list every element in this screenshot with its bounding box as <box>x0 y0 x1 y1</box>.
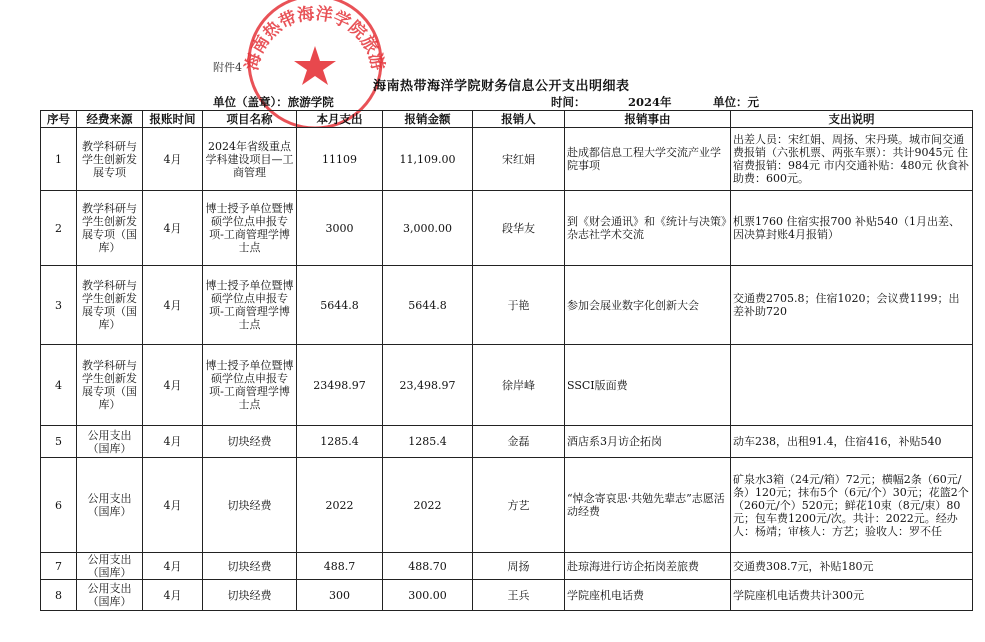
funding-source: 教学科研与学生创新发展专项 <box>77 128 143 191</box>
page-title: 海南热带海洋学院财务信息公开支出明细表 <box>373 79 630 94</box>
expense-note <box>731 345 973 426</box>
monthly-spend: 1285.4 <box>297 426 383 458</box>
funding-source: 教学科研与学生创新发展专项（国库） <box>77 266 143 345</box>
expense-table <box>40 110 973 611</box>
table-row <box>41 426 973 458</box>
reimburse-amount: 2022 <box>383 458 473 553</box>
row-number: 2 <box>41 191 77 266</box>
funding-source: 教学科研与学生创新发展专项（国库） <box>77 191 143 266</box>
reimburser: 宋红娟 <box>473 128 565 191</box>
reimburse-reason: SSCI版面费 <box>565 345 731 426</box>
reimburse-amount: 23,498.97 <box>383 345 473 426</box>
monthly-spend: 23498.97 <box>297 345 383 426</box>
expense-note: 出差人员：宋红娟、周扬、宋丹瑛。城市间交通费报销（六张机票、两张车票）：共计9045元 住宿费报销：984元 市内交通补贴：480元 伙食补助费：600元。 <box>731 128 973 191</box>
row-number: 6 <box>41 458 77 553</box>
column-header: 报销事由 <box>565 111 731 128</box>
reimburse-time: 4月 <box>143 458 203 553</box>
row-number: 3 <box>41 266 77 345</box>
time-label: 时间： <box>551 95 586 109</box>
expense-note: 学院座机电话费共计300元 <box>731 580 973 611</box>
project-name: 博士授予单位暨博硕学位点申报专项-工商管理学博士点 <box>203 345 297 426</box>
expense-note: 交通费308.7元，补贴180元 <box>731 553 973 580</box>
reimburse-reason: 到《财会通讯》和《统计与决策》杂志社学术交流 <box>565 191 731 266</box>
reimburse-reason: 参加会展业数字化创新大会 <box>565 266 731 345</box>
reimburse-reason: 酒店系3月访企拓岗 <box>565 426 731 458</box>
project-name: 切块经费 <box>203 426 297 458</box>
reimburse-time: 4月 <box>143 580 203 611</box>
reimburser: 徐岸峰 <box>473 345 565 426</box>
seal-star-icon <box>294 46 336 85</box>
column-header: 项目名称 <box>203 111 297 128</box>
project-name: 切块经费 <box>203 580 297 611</box>
reimburse-amount: 3,000.00 <box>383 191 473 266</box>
project-name: 2024年省级重点学科建设项目—工商管理 <box>203 128 297 191</box>
reimburse-reason: 学院座机电话费 <box>565 580 731 611</box>
table-row <box>41 458 973 553</box>
row-number: 8 <box>41 580 77 611</box>
table-row <box>41 128 973 191</box>
monthly-spend: 5644.8 <box>297 266 383 345</box>
monthly-spend: 3000 <box>297 191 383 266</box>
expense-note: 动车238，出租91.4，住宿416，补贴540 <box>731 426 973 458</box>
monthly-spend: 488.7 <box>297 553 383 580</box>
reimburse-time: 4月 <box>143 426 203 458</box>
column-header: 支出说明 <box>731 111 973 128</box>
column-header: 报销人 <box>473 111 565 128</box>
project-name: 切块经费 <box>203 553 297 580</box>
funding-source: 公用支出（国库） <box>77 580 143 611</box>
table-row <box>41 266 973 345</box>
project-name: 博士授予单位暨博硕学位点申报专项-工商管理学博士点 <box>203 266 297 345</box>
funding-source: 公用支出（国库） <box>77 426 143 458</box>
reimburse-time: 4月 <box>143 345 203 426</box>
funding-source: 公用支出（国库） <box>77 553 143 580</box>
table-header-row <box>41 111 973 128</box>
monthly-spend: 11109 <box>297 128 383 191</box>
expense-note: 机票1760 住宿实报700 补贴540（1月出差、因决算封账4月报销） <box>731 191 973 266</box>
reimburse-amount: 300.00 <box>383 580 473 611</box>
reimburse-reason: “悼念寄哀思·共勉先辈志”志愿活动经费 <box>565 458 731 553</box>
expense-note: 交通费2705.8；住宿1020；会议费1199；出差补助720 <box>731 266 973 345</box>
column-header: 报销金额 <box>383 111 473 128</box>
funding-source: 教学科研与学生创新发展专项（国库） <box>77 345 143 426</box>
reimburse-amount: 488.70 <box>383 553 473 580</box>
monthly-spend: 2022 <box>297 458 383 553</box>
column-header: 序号 <box>41 111 77 128</box>
year-value: 2024年 <box>628 95 672 109</box>
reimburse-time: 4月 <box>143 553 203 580</box>
table-row <box>41 191 973 266</box>
unit-label: 单位（盖章）：旅游学院 <box>213 95 334 109</box>
reimburser: 王兵 <box>473 580 565 611</box>
reimburse-amount: 1285.4 <box>383 426 473 458</box>
reimburser: 于艳 <box>473 266 565 345</box>
column-header: 报账时间 <box>143 111 203 128</box>
reimburser: 金磊 <box>473 426 565 458</box>
row-number: 4 <box>41 345 77 426</box>
column-header: 经费来源 <box>77 111 143 128</box>
reimburse-amount: 11,109.00 <box>383 128 473 191</box>
project-name: 博士授予单位暨博硕学位点申报专项-工商管理学博士点 <box>203 191 297 266</box>
table-row <box>41 345 973 426</box>
row-number: 7 <box>41 553 77 580</box>
attachment-label: 附件4 <box>213 61 242 74</box>
table-row <box>41 553 973 580</box>
row-number: 1 <box>41 128 77 191</box>
monthly-spend: 300 <box>297 580 383 611</box>
seal-text: 海南热带海洋学院旅游 <box>242 3 388 73</box>
reimburse-time: 4月 <box>143 266 203 345</box>
funding-source: 公用支出（国库） <box>77 458 143 553</box>
reimburse-time: 4月 <box>143 128 203 191</box>
reimburse-reason: 赴成都信息工程大学交流产业学院事项 <box>565 128 731 191</box>
expense-note: 矿泉水3箱（24元/箱）72元；横幅2条（60元/条）120元；抹布5个（6元/个）30元；花篮2个（260元/个）520元；鲜花10束（8元/束）80元；包车费1200元/次。共计：2022元。经办人：杨靖；审核人：方艺；验收人：罗不任 <box>731 458 973 553</box>
reimburser: 周扬 <box>473 553 565 580</box>
reimburse-time: 4月 <box>143 191 203 266</box>
table-row <box>41 580 973 611</box>
row-number: 5 <box>41 426 77 458</box>
unit-measure: 单位：元 <box>713 95 759 109</box>
reimburse-amount: 5644.8 <box>383 266 473 345</box>
column-header: 本月支出 <box>297 111 383 128</box>
reimburse-reason: 赴琼海进行访企拓岗差旅费 <box>565 553 731 580</box>
project-name: 切块经费 <box>203 458 297 553</box>
reimburser: 段华友 <box>473 191 565 266</box>
reimburser: 方艺 <box>473 458 565 553</box>
